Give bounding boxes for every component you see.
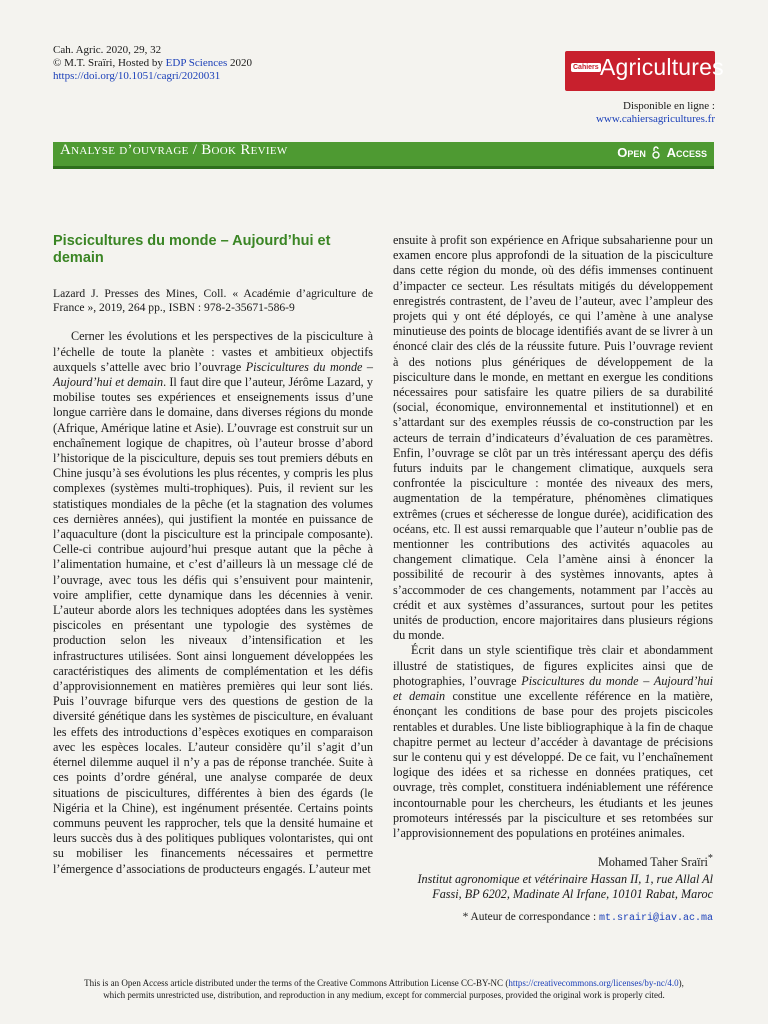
review-paragraph-1-continued: ensuite à profit son expérience en Afrique subsaharienne pour un examen encore plus approfondi de la situation de la pisciculture dans cette région du monde, où des défis immenses continuent d’impacter ce secteur. Les résultats mitigés du développement enregistrés contrastent, de l’aveu de l’auteur, avec l’ampleur des projets qui y ont été déployés, ce qui l’amène à une analyse minutieuse des points de blocage identifiés avant de se livrer à un énoncé clair des clés de la réussite future. Puis l’ouvrage revient à des notions plus génériques de développement de la pisciculture dans le monde, en mettant en exergue les conditions nécessaires pour satisfaire les quatre piliers de sa durabilité (social, économique, environnemental et institutionnel) et en s’attardant sur des exemples réussis de co-construction par les acteurs de terrain d’indicateurs d’évaluation de ces paramètres. Enfin, l’ouvrage se clôt par un très intéressant aperçu des défis futurs induits par le changement climatique, auxquels sera confrontée la pisciculture : montée des niveaux des mers, augmentation de la température, phénomènes climatiques extrêmes (crues et sécheresse de longue durée), acidification des océans, etc. Il est aussi remarquable que l’auteur n’oublie pas de mentionner les contributions des activités aquacoles au changement climatique. Cela l’amène ainsi à énoncer la possibilité de recourir à des systèmes innovants, aptes à s’accommoder de ces changements, notamment par l’accès au crédit et aux systèmes d’assurances, surtout pour les petites unités de production, encore majoritaires dans plusieurs régions du monde.: [393, 233, 713, 643]
logo-small-text: Cahiers: [573, 64, 599, 71]
license-line-1: This is an Open Access article distributed under the terms of the Creative Commons Attribution License CC-BY-NC (https://creativecommons.org/licenses/by-nc/4.0),: [84, 978, 684, 988]
email-link[interactable]: mt.srairi@iav.ac.ma: [598, 913, 713, 925]
online-label: Disponible en ligne :: [623, 100, 715, 112]
online-availability: [596, 100, 715, 126]
right-column: [393, 233, 713, 927]
book-reference: Lazard J. Presses des Mines, Coll. « Académie d’agriculture de France », 2019, 264 pp., ISBN : 978-2-35671-586-9: [53, 287, 373, 315]
logo-text: Agricultures: [600, 54, 724, 80]
section-banner: [53, 142, 714, 169]
author-affiliation: Institut agronomique et vétérinaire Hassan II, 1, rue Allal Al Fassi, BP 6202, Madinate Al Irfane, 10101 Rabat, Maroc: [417, 872, 713, 902]
doi-link[interactable]: https://doi.org/10.1051/cagri/2020031: [53, 70, 221, 82]
edp-link[interactable]: EDP Sciences: [165, 57, 228, 69]
article-title: Piscicultures du monde – Aujourd’hui et demain: [53, 233, 331, 266]
review-paragraph-1: Cerner les évolutions et les perspectives de la pisciculture à l’échelle de toute la planète : vastes et ambitieux objectifs auxquels s’attelle avec brio l’ouvrage Piscicultures du monde – Aujourd’hui et demain. Il faut dire que l’auteur, Jérôme Lazard, y mobilise toutes ses expériences et enseignements issus d’une longue carrière dans le domaine, dans diverses régions du monde (Afrique, Amérique latine et Asie). L’ouvrage est construit sur un enchaînement logique de chapitres, où l’auteur brosse d’abord l’historique de la pisciculture, depuis ses tout premiers débuts en Chine jusqu’à ses évolutions les plus récentes, y compris les plus complexes (systèmes multi-trophiques). Puis, il revient sur les statistiques mondiales de la pêche (et la stagnation des volumes ces dernières années), qui justifient la montée en puissance de l’aquaculture (dont la pisciculture est la principale composante). Celle-ci contribue aujourd’hui presque autant que la pêche à l’alimentation humaine, et c’est d’ailleurs là un message clé de l’ouvrage, avec tous les défis qui s’ensuivent pour maintenir, voire amplifier, cette dynamique dans les décennies à venir. L’auteur aborde alors les techniques adoptées dans les systèmes piscicoles en présentant une typologie des systèmes de production selon les niveaux d’intensification et les infrastructures utilisées. Sont ainsi longuement développées les caractéristiques des aliments de complémentation et les défis d’approvisionnement en matières premières qui leur sont liés. Puis l’ouvrage bifurque vers des questions de gestion de la diversité génétique dans les systèmes de pisciculture, en évaluant les effets des introductions d’espèces exotiques en comparaison avec les espèces locales. L’auteur considère qu’il s’agit d’un éternel dilemme auquel il n’y a pas de réponse tranchée. Suite à ces points d’ordre général, une analyse comparée de deux situations de piscicultures, différentes à bien des égards (le Nigéria et la Chine), est ingénument présentée. Certains points communs peuvent les rapprocher, tels que la densité humaine et leurs succès dus à des politiques publiques volontaristes, qui ont su mobiliser les financements nécessaires et permettre l’émergence d’associations de producteurs engagés. L’auteur met: [53, 329, 373, 876]
journal-url-link[interactable]: www.cahiersagricultures.fr: [595, 113, 715, 125]
license-footer: [40, 977, 728, 1001]
review-paragraph-2: Écrit dans un style scientifique très clair et abondamment illustré de statistiques, de figures explicites ainsi que de photographies, l’ouvrage Piscicultures du monde – Aujourd’hui et demain constitue une excellente référence en la matière, énonçant les conditions de base pour des projets piscicoles rentables et durables. Une liste bibliographique à la fin de chaque chapitre permet au lecteur d’accéder à davantage de précisions sur le contenu qui y est développé. De ce fait, vu l’enchaînement logique des idées et sa richesse en données pratiques, cet ouvrage, très complet, constituera indéniablement une référence incontournable pour les chercheurs, les étudiants et les jeunes promoteurs intéressés par la pisciculture et ses retombées sur l’approvisionnement des populations en protéines animales.: [393, 643, 713, 840]
section-label: Analyse d’ouvrage / Book Review: [60, 142, 288, 158]
journal-logo: [565, 51, 724, 91]
corresponding-author: * Auteur de correspondance : mt.srairi@iav.ac.ma: [462, 911, 713, 925]
open-access-icon: [651, 146, 661, 159]
author-name: Mohamed Taher Sraïri*: [597, 853, 713, 870]
citation: Cah. Agric. 2020, 29, 32: [53, 44, 162, 56]
copyright-line: © M.T. Sraïri, Hosted by EDP Sciences 2020: [53, 57, 253, 69]
journal-metadata: [53, 44, 252, 83]
left-column: [53, 233, 373, 877]
license-line-2: which permits unrestricted use, distribution, and reproduction in any medium, except for commercial purposes, provided the original work is properly cited.: [103, 990, 665, 1000]
license-link[interactable]: https://creativecommons.org/licenses/by-nc/4.0: [508, 978, 679, 988]
open-access-label: Open Access: [617, 145, 707, 160]
